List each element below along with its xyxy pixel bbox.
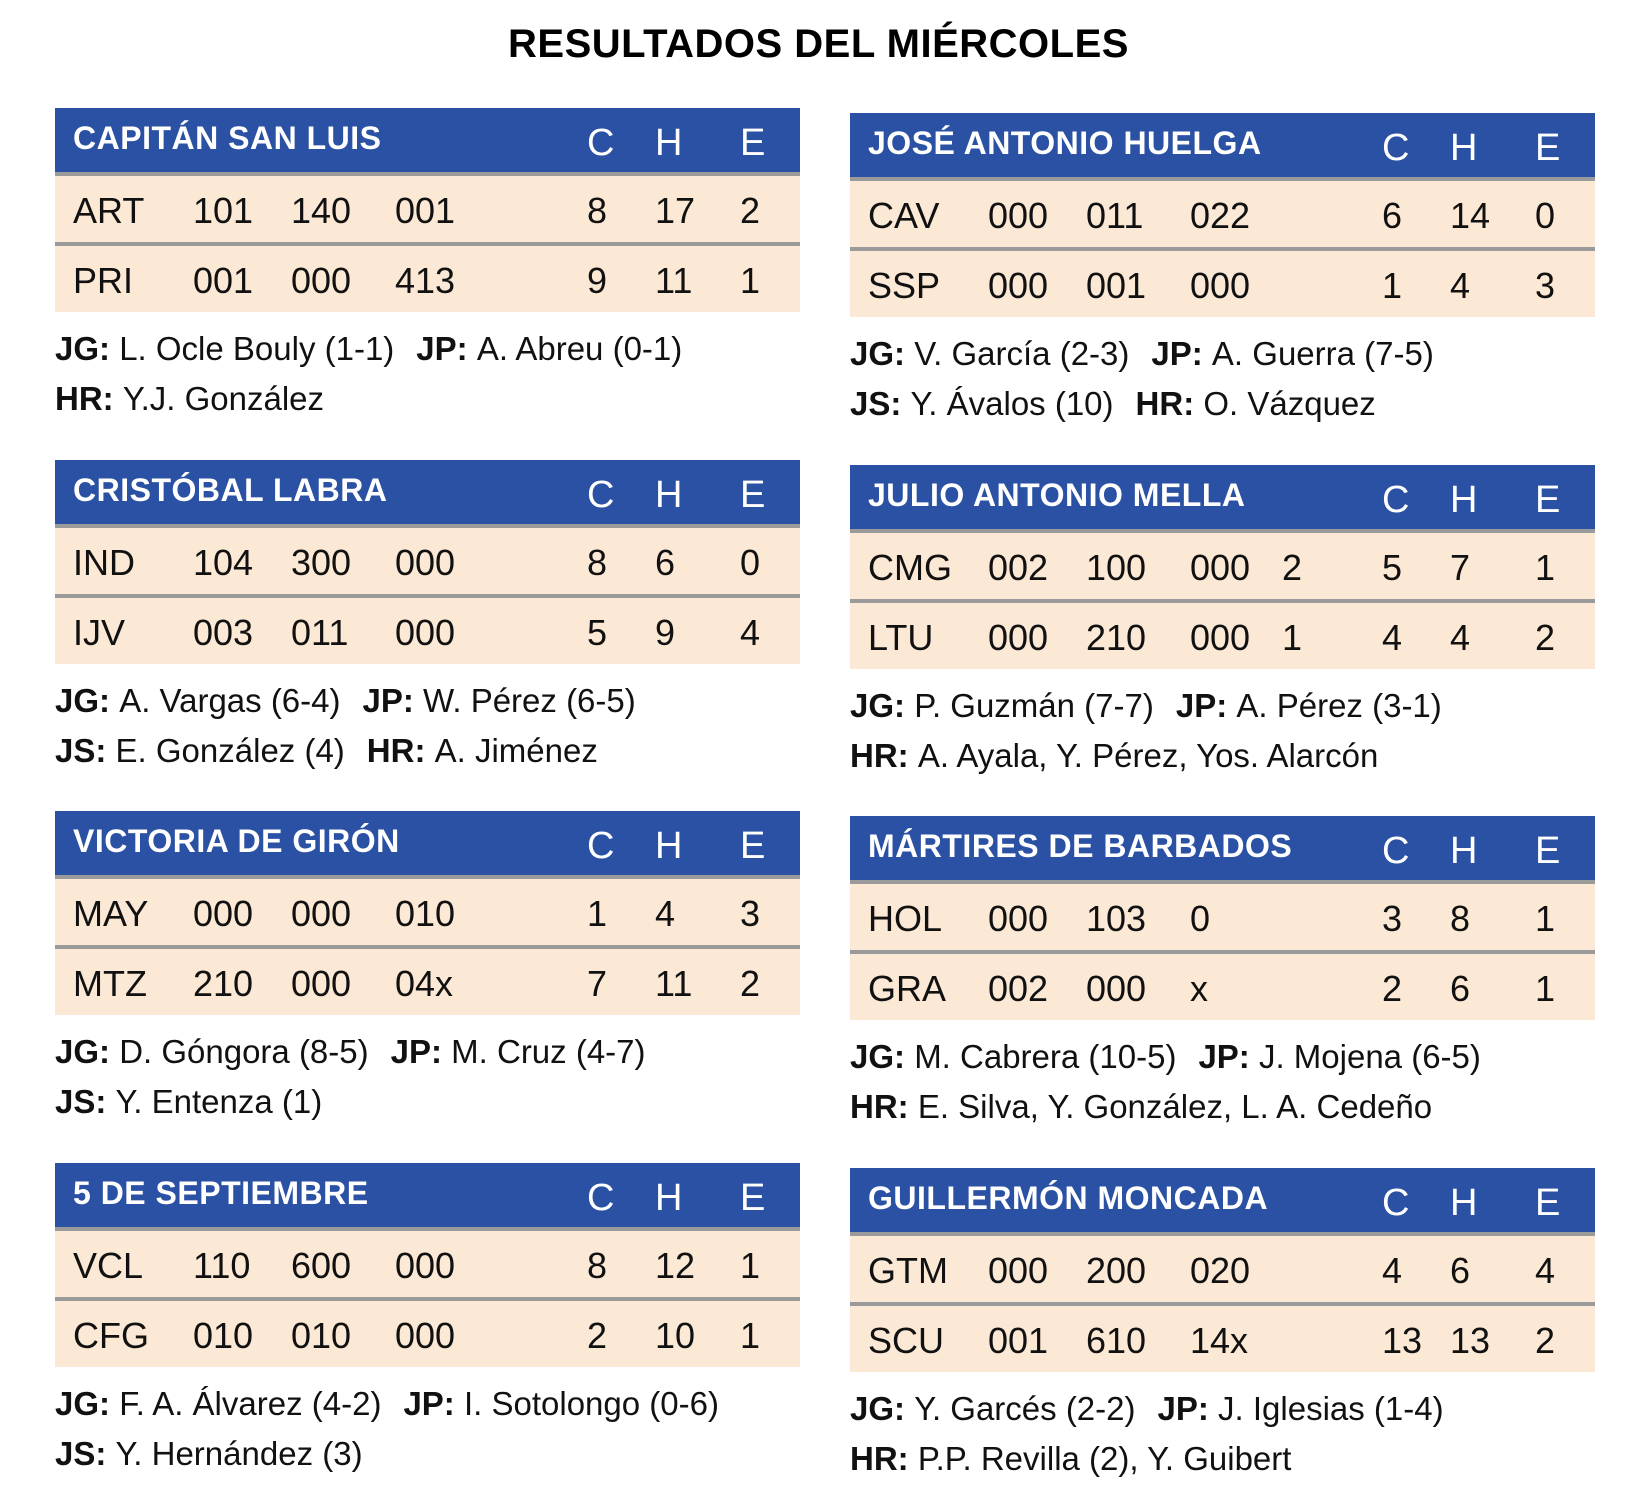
score-h: 4 (1450, 617, 1471, 658)
game-panel (850, 1168, 1595, 1484)
score-e: 2 (1535, 617, 1556, 658)
pitching-notes (55, 324, 800, 424)
pitching-notes (55, 676, 800, 776)
note-label: JG: (850, 1038, 915, 1075)
game-header (850, 1168, 1595, 1236)
score-i3: 000 (395, 1245, 456, 1286)
score-h: 17 (655, 190, 696, 231)
notes-line (850, 681, 1595, 731)
stadium-name: VICTORIA DE GIRÓN (73, 823, 400, 859)
score-i1: 000 (988, 617, 1049, 658)
team-code: IND (73, 542, 135, 583)
team-code: GRA (868, 968, 947, 1009)
score-row (55, 1231, 800, 1301)
score-h: 8 (1450, 898, 1471, 939)
note-text: M. Cruz (4-7) (451, 1033, 646, 1070)
score-c: 3 (1382, 898, 1403, 939)
score-h: 6 (1450, 1250, 1471, 1291)
note-label: HR: (55, 380, 123, 417)
column-header-c: C (1382, 830, 1410, 872)
score-i2: 600 (291, 1245, 352, 1286)
score-i1: 001 (193, 260, 254, 301)
note-text: W. Pérez (6-5) (423, 682, 636, 719)
column-header-c: C (1382, 479, 1410, 521)
note-label: JP: (1175, 687, 1237, 724)
note-label: JP: (1198, 1038, 1259, 1075)
note-text: Y. Garcés (2-2) (914, 1390, 1136, 1427)
game-header (850, 113, 1595, 181)
note-label: JP: (1151, 335, 1212, 372)
score-i1: 000 (193, 893, 254, 934)
score-i3: 000 (1190, 547, 1251, 588)
team-code: GTM (868, 1250, 948, 1291)
score-row (850, 533, 1595, 603)
team-code: MAY (73, 893, 149, 934)
score-c: 4 (1382, 1250, 1403, 1291)
score-c: 5 (1382, 547, 1403, 588)
score-c: 2 (1382, 968, 1403, 1009)
note-text: Y. Ávalos (10) (910, 385, 1114, 422)
stadium-name: MÁRTIRES DE BARBADOS (868, 828, 1293, 864)
score-row (850, 954, 1595, 1020)
score-e: 0 (740, 542, 761, 583)
column-header-h: H (1450, 127, 1478, 169)
note-text: Y.J. González (122, 380, 325, 417)
score-i3: 000 (1190, 617, 1251, 658)
column-header-c: C (587, 474, 615, 516)
score-i2: 610 (1086, 1320, 1147, 1361)
score-i1: 002 (988, 968, 1049, 1009)
pitching-notes (850, 329, 1595, 429)
column-header-h: H (1450, 479, 1478, 521)
game-panel (55, 1163, 800, 1479)
game-panel (850, 465, 1595, 781)
team-code: CFG (73, 1315, 149, 1356)
score-e: 3 (1535, 265, 1556, 306)
note-label: JG: (850, 687, 915, 724)
note-text: E. Silva, Y. González, L. A. Cedeño (917, 1088, 1433, 1125)
game-header (55, 811, 800, 879)
note-text: A. Guerra (7-5) (1211, 335, 1434, 372)
score-row (55, 879, 800, 949)
score-i1: 002 (988, 547, 1049, 588)
score-row (55, 1301, 800, 1367)
score-h: 11 (655, 260, 693, 301)
score-c: 8 (587, 542, 608, 583)
score-c: 8 (587, 1245, 608, 1286)
stadium-name: JOSÉ ANTONIO HUELGA (868, 125, 1262, 161)
score-i2: 000 (291, 963, 352, 1004)
column-header-h: H (1450, 1182, 1478, 1224)
score-e: 1 (1535, 898, 1556, 939)
stadium-name: 5 DE SEPTIEMBRE (73, 1175, 369, 1211)
notes-line (55, 1429, 800, 1479)
score-i1: 000 (988, 898, 1049, 939)
score-i1: 000 (988, 265, 1049, 306)
score-i2: 000 (1086, 968, 1147, 1009)
score-row (850, 603, 1595, 669)
stadium-name: CAPITÁN SAN LUIS (73, 120, 382, 156)
note-text: A. Abreu (0-1) (476, 330, 683, 367)
score-e: 0 (1535, 195, 1556, 236)
column-header-c: C (587, 122, 615, 164)
note-label: JP: (403, 1385, 464, 1422)
score-i2: 011 (291, 612, 349, 653)
column-header-h: H (655, 474, 683, 516)
score-e: 3 (740, 893, 761, 934)
note-text: L. Ocle Bouly (1-1) (119, 330, 395, 367)
score-i3: 413 (395, 260, 456, 301)
score-h: 4 (655, 893, 676, 934)
score-i3: 14x (1190, 1320, 1249, 1361)
note-label: JS: (850, 385, 911, 422)
score-h: 9 (655, 612, 676, 653)
notes-line (850, 1434, 1595, 1484)
score-i1: 010 (193, 1315, 254, 1356)
score-i3: 000 (1190, 265, 1251, 306)
score-row (850, 884, 1595, 954)
note-label: HR: (850, 1088, 918, 1125)
score-i2: 300 (291, 542, 352, 583)
score-i2: 010 (291, 1315, 352, 1356)
note-label: JP: (362, 682, 424, 719)
score-i2: 200 (1086, 1250, 1147, 1291)
team-code: SSP (868, 265, 941, 306)
score-extra: 2 (1282, 547, 1303, 588)
note-text: Y. Entenza (1) (115, 1083, 323, 1120)
score-i3: 04x (395, 963, 454, 1004)
note-text: A. Jiménez (434, 732, 598, 769)
score-h: 6 (655, 542, 676, 583)
score-i2: 000 (291, 260, 352, 301)
team-code: ART (73, 190, 145, 231)
note-label: JP: (1157, 1390, 1219, 1427)
note-text: J. Iglesias (1-4) (1218, 1390, 1444, 1427)
column-header-h: H (655, 1177, 683, 1219)
team-code: HOL (868, 898, 943, 939)
score-c: 2 (587, 1315, 608, 1356)
score-i2: 011 (1086, 195, 1144, 236)
score-i1: 000 (988, 1250, 1049, 1291)
score-c: 8 (587, 190, 608, 231)
score-i1: 000 (988, 195, 1049, 236)
game-panel (55, 811, 800, 1127)
score-h: 13 (1450, 1320, 1491, 1361)
note-text: E. González (4) (115, 732, 345, 769)
notes-line (850, 731, 1595, 781)
score-i2: 100 (1086, 547, 1147, 588)
page-title: RESULTADOS DEL MIÉRCOLES (508, 22, 1129, 66)
note-label: JG: (850, 1390, 915, 1427)
column-header-h: H (655, 122, 683, 164)
pitching-notes (55, 1379, 800, 1479)
score-c: 4 (1382, 617, 1403, 658)
notes-line (850, 379, 1595, 429)
game-panel (55, 108, 800, 424)
score-e: 2 (1535, 1320, 1556, 1361)
score-c: 6 (1382, 195, 1403, 236)
note-label: JG: (55, 1385, 120, 1422)
column-header-e: E (1535, 1182, 1561, 1224)
score-c: 1 (587, 893, 608, 934)
column-header-e: E (740, 1177, 766, 1219)
score-h: 11 (655, 963, 693, 1004)
team-code: CAV (868, 195, 940, 236)
game-header (850, 465, 1595, 533)
score-row (55, 246, 800, 312)
notes-line (55, 726, 800, 776)
score-row (850, 1236, 1595, 1306)
note-text: A. Vargas (6-4) (119, 682, 341, 719)
notes-line (850, 1032, 1595, 1082)
score-row (55, 598, 800, 664)
score-h: 14 (1450, 195, 1491, 236)
notes-line (55, 1077, 800, 1127)
notes-line (850, 329, 1595, 379)
score-i1: 001 (988, 1320, 1049, 1361)
score-i1: 104 (193, 542, 254, 583)
note-text: P.P. Revilla (2), Y. Guibert (917, 1440, 1292, 1477)
team-code: VCL (73, 1245, 144, 1286)
notes-line (55, 1379, 800, 1429)
score-c: 13 (1382, 1320, 1423, 1361)
notes-line (850, 1082, 1595, 1132)
game-header (55, 108, 800, 176)
game-panel (850, 113, 1595, 429)
score-row (55, 528, 800, 598)
score-h: 10 (655, 1315, 696, 1356)
pitching-notes (850, 1384, 1595, 1484)
score-i1: 101 (193, 190, 254, 231)
column-header-c: C (587, 825, 615, 867)
score-e: 1 (1535, 547, 1556, 588)
score-i3: 0 (1190, 898, 1211, 939)
note-label: JG: (850, 335, 915, 372)
score-i2: 140 (291, 190, 352, 231)
score-c: 7 (587, 963, 608, 1004)
column-header-c: C (1382, 127, 1410, 169)
note-label: HR: (850, 1440, 918, 1477)
team-code: LTU (868, 617, 934, 658)
score-i1: 110 (193, 1245, 251, 1286)
score-e: 1 (740, 1245, 761, 1286)
score-h: 7 (1450, 547, 1471, 588)
stadium-name: CRISTÓBAL LABRA (73, 472, 388, 508)
score-i3: 010 (395, 893, 456, 934)
score-i2: 103 (1086, 898, 1147, 939)
notes-line (55, 676, 800, 726)
score-row (55, 176, 800, 246)
score-h: 12 (655, 1245, 696, 1286)
game-header (55, 460, 800, 528)
column-header-e: E (740, 474, 766, 516)
note-text: V. García (2-3) (914, 335, 1130, 372)
pitching-notes (850, 1032, 1595, 1132)
score-row (850, 1306, 1595, 1372)
note-label: JS: (55, 1083, 116, 1120)
column-header-c: C (1382, 1182, 1410, 1224)
note-text: A. Pérez (3-1) (1236, 687, 1442, 724)
stadium-name: JULIO ANTONIO MELLA (868, 477, 1246, 513)
note-text: A. Ayala, Y. Pérez, Yos. Alarcón (917, 737, 1379, 774)
score-i2: 001 (1086, 265, 1147, 306)
column-header-e: E (1535, 479, 1561, 521)
team-code: MTZ (73, 963, 147, 1004)
note-text: P. Guzmán (7-7) (914, 687, 1154, 724)
column-header-e: E (1535, 127, 1561, 169)
score-row (850, 251, 1595, 317)
score-extra: 1 (1282, 617, 1303, 658)
score-e: 2 (740, 963, 761, 1004)
score-c: 1 (1382, 265, 1403, 306)
column-header-c: C (587, 1177, 615, 1219)
score-i3: x (1190, 968, 1208, 1009)
score-e: 4 (1535, 1250, 1556, 1291)
note-label: HR: (366, 732, 435, 769)
note-label: JG: (55, 682, 120, 719)
game-header (55, 1163, 800, 1231)
game-header (850, 816, 1595, 884)
score-i3: 020 (1190, 1250, 1251, 1291)
game-panel (850, 816, 1595, 1132)
score-e: 1 (740, 260, 761, 301)
note-text: Y. Hernández (3) (115, 1435, 363, 1472)
score-i2: 210 (1086, 617, 1147, 658)
note-label: HR: (850, 737, 918, 774)
notes-line (55, 324, 800, 374)
note-text: F. A. Álvarez (4-2) (119, 1385, 382, 1422)
score-row (850, 181, 1595, 251)
notes-line (55, 1027, 800, 1077)
score-i3: 000 (395, 612, 456, 653)
note-label: JG: (55, 330, 120, 367)
column-header-h: H (1450, 830, 1478, 872)
score-e: 4 (740, 612, 761, 653)
column-header-h: H (655, 825, 683, 867)
column-header-e: E (740, 122, 766, 164)
score-e: 1 (740, 1315, 761, 1356)
score-i1: 003 (193, 612, 254, 653)
game-panel (55, 460, 800, 776)
column-header-e: E (1535, 830, 1561, 872)
team-code: IJV (73, 612, 126, 653)
note-text: D. Góngora (8-5) (119, 1033, 369, 1070)
note-label: HR: (1135, 385, 1204, 422)
note-text: I. Sotolongo (0-6) (463, 1385, 719, 1422)
notes-line (55, 374, 800, 424)
note-label: JP: (390, 1033, 452, 1070)
score-h: 4 (1450, 265, 1471, 306)
score-h: 6 (1450, 968, 1471, 1009)
note-label: JG: (55, 1033, 120, 1070)
notes-line (850, 1384, 1595, 1434)
score-i1: 210 (193, 963, 254, 1004)
pitching-notes (850, 681, 1595, 781)
score-e: 2 (740, 190, 761, 231)
score-row (55, 949, 800, 1015)
score-e: 1 (1535, 968, 1556, 1009)
score-i2: 000 (291, 893, 352, 934)
score-c: 9 (587, 260, 608, 301)
stadium-name: GUILLERMÓN MONCADA (868, 1180, 1269, 1216)
team-code: CMG (868, 547, 952, 588)
score-c: 5 (587, 612, 608, 653)
score-i3: 001 (395, 190, 456, 231)
score-i3: 022 (1190, 195, 1251, 236)
team-code: SCU (868, 1320, 945, 1361)
team-code: PRI (73, 260, 134, 301)
note-label: JS: (55, 1435, 116, 1472)
column-header-e: E (740, 825, 766, 867)
pitching-notes (55, 1027, 800, 1127)
note-text: J. Mojena (6-5) (1258, 1038, 1481, 1075)
score-i3: 000 (395, 542, 456, 583)
note-label: JP: (416, 330, 477, 367)
note-label: JS: (55, 732, 116, 769)
note-text: M. Cabrera (10-5) (914, 1038, 1177, 1075)
score-i3: 000 (395, 1315, 456, 1356)
note-text: O. Vázquez (1203, 385, 1376, 422)
